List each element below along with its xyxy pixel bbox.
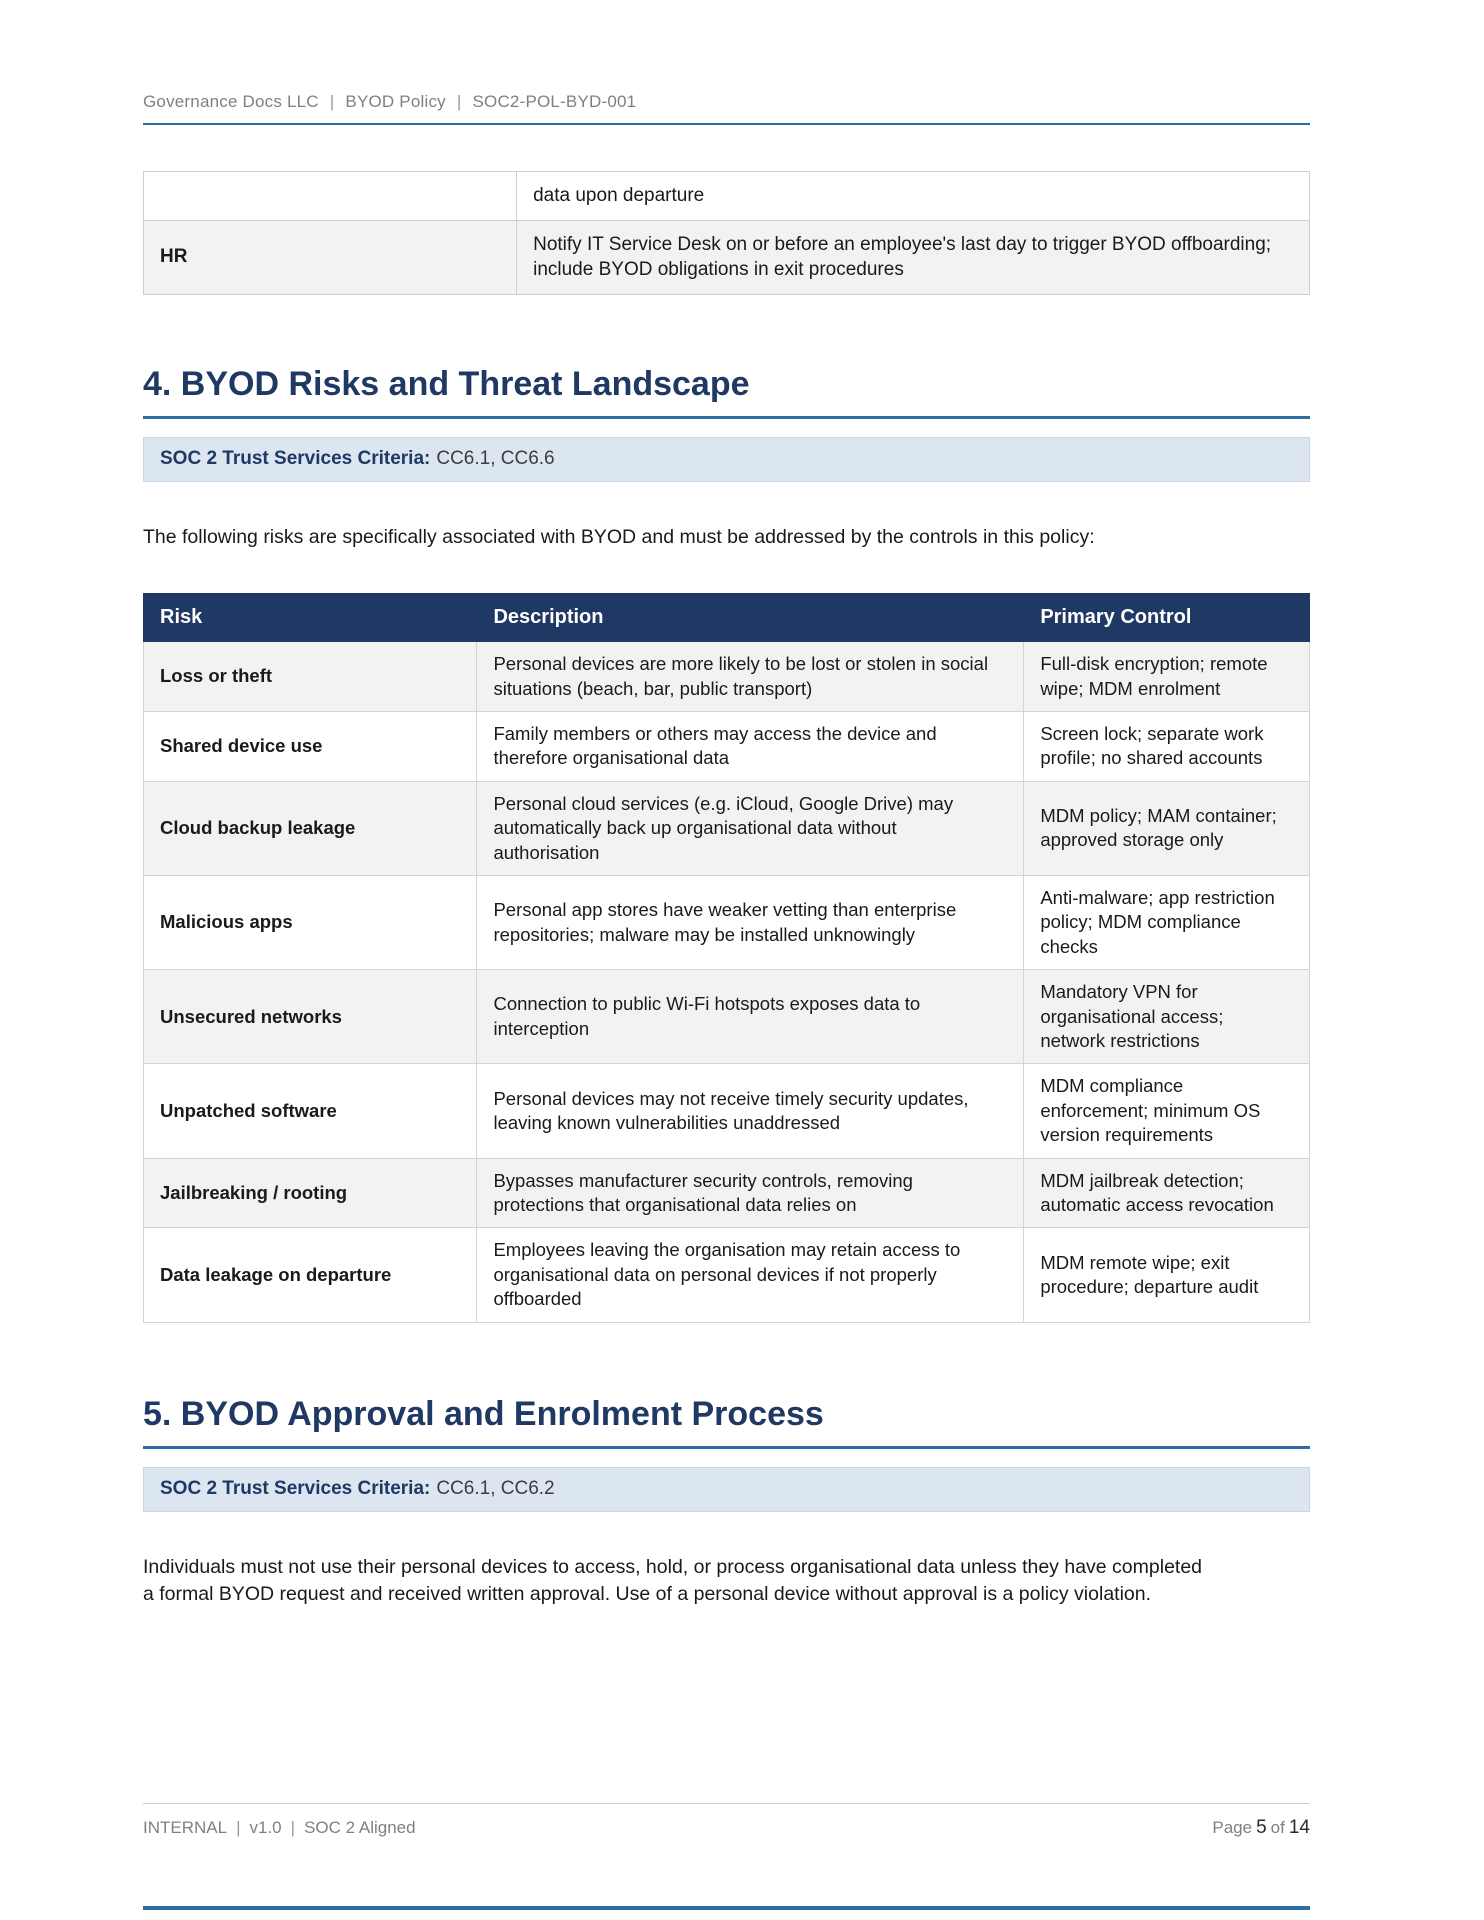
responsibility-cell: data upon departure: [517, 172, 1310, 221]
risk-name-cell: Loss or theft: [144, 642, 477, 712]
risk-name-cell: Unpatched software: [144, 1064, 477, 1158]
risk-control-cell: Full-disk encryption; remote wipe; MDM enrolment: [1024, 642, 1310, 712]
risk-name-cell: Data leakage on departure: [144, 1228, 477, 1322]
risk-description-cell: Personal app stores have weaker vetting than enterprise repositories; malware may be installed unknowingly: [477, 875, 1024, 969]
risk-name-cell: Cloud backup leakage: [144, 781, 477, 875]
table-row: [144, 711, 1310, 781]
risk-name-cell: Unsecured networks: [144, 970, 477, 1064]
role-cell: HR: [144, 220, 517, 294]
risk-control-cell: MDM compliance enforcement; minimum OS version requirements: [1024, 1064, 1310, 1158]
page-footer: [143, 1803, 1310, 1839]
header-doc-title: BYOD Policy: [345, 92, 446, 111]
description-column-header: Description: [477, 594, 1024, 642]
risk-table-header-row: [144, 594, 1310, 642]
risk-name-cell: Shared device use: [144, 711, 477, 781]
table-row: [144, 1064, 1310, 1158]
criteria-box-section-5: [143, 1467, 1310, 1512]
section-4-heading: 4. BYOD Risks and Threat Landscape: [143, 365, 1310, 419]
footer-separator: |: [236, 1818, 241, 1837]
footer-separator: |: [290, 1818, 296, 1837]
criteria-value: CC6.1, CC6.2: [436, 1477, 555, 1499]
page-of-label: of: [1270, 1818, 1285, 1837]
risk-description-cell: Employees leaving the organisation may retain access to organisational data on personal devices if not properly offboarded: [477, 1228, 1024, 1322]
table-row: [144, 1228, 1310, 1322]
header-company: Governance Docs LLC: [143, 92, 319, 111]
risk-description-cell: Personal cloud services (e.g. iCloud, Google Drive) may automatically back up organisational data without authorisation: [477, 781, 1024, 875]
risk-description-cell: Personal devices are more likely to be lost or stolen in social situations (beach, bar, public transport): [477, 642, 1024, 712]
table-row: [144, 220, 1310, 294]
table-row: [144, 781, 1310, 875]
section-4-intro: The following risks are specifically associated with BYOD and must be addressed by the controls in this policy:: [143, 525, 1095, 548]
responsibility-cell: Notify IT Service Desk on or before an employee's last day to trigger BYOD offboarding; include BYOD obligations in exit procedures: [517, 220, 1310, 294]
criteria-value: CC6.1, CC6.6: [436, 448, 555, 470]
risk-control-cell: Mandatory VPN for organisational access; network restrictions: [1024, 970, 1310, 1064]
risk-table: [143, 593, 1310, 1323]
criteria-label: SOC 2 Trust Services Criteria:: [160, 448, 431, 470]
risk-name-cell: Malicious apps: [144, 875, 477, 969]
page-label: Page: [1212, 1818, 1253, 1837]
criteria-label: SOC 2 Trust Services Criteria:: [160, 1477, 431, 1499]
risk-description-cell: Bypasses manufacturer security controls, removing protections that organisational data relies on: [477, 1158, 1024, 1228]
table-row: [144, 970, 1310, 1064]
footer-classification-line: [143, 1818, 416, 1838]
risk-control-cell: MDM remote wipe; exit procedure; departure audit: [1024, 1228, 1310, 1322]
footer-version: v1.0: [249, 1818, 282, 1837]
page-current: 5: [1256, 1817, 1267, 1838]
table-row: [144, 875, 1310, 969]
risk-column-header: Risk: [144, 594, 477, 642]
footer-classification: INTERNAL: [143, 1818, 228, 1837]
risk-control-cell: Anti-malware; app restriction policy; MDM compliance checks: [1024, 875, 1310, 969]
role-cell: [144, 172, 517, 221]
carryover-responsibility-table: [143, 171, 1310, 295]
risk-control-cell: MDM jailbreak detection; automatic access revocation: [1024, 1158, 1310, 1228]
table-row: [144, 172, 1310, 221]
risk-description-cell: Family members or others may access the device and therefore organisational data: [477, 711, 1024, 781]
risk-name-cell: Jailbreaking / rooting: [144, 1158, 477, 1228]
page-number: [1208, 1817, 1310, 1839]
criteria-box-section-4: [143, 437, 1310, 482]
table-row: [144, 1158, 1310, 1228]
section-5-heading: 5. BYOD Approval and Enrolment Process: [143, 1395, 1310, 1449]
table-row: [144, 642, 1310, 712]
page-total: 14: [1288, 1817, 1310, 1838]
header-separator: |: [329, 92, 335, 111]
risk-description-cell: Connection to public Wi-Fi hotspots exposes data to interception: [477, 970, 1024, 1064]
header-separator: |: [456, 92, 462, 111]
section-5-body: Individuals must not use their personal devices to access, hold, or process organisational data unless they have completed a formal BYOD request and received written approval. Use of a personal device without approval is a policy violation.: [143, 1555, 1203, 1605]
primary-control-column-header: Primary Control: [1024, 594, 1310, 642]
page-header: [143, 92, 1310, 125]
page-bottom-rule: [143, 1906, 1310, 1910]
risk-control-cell: MDM policy; MAM container; approved storage only: [1024, 781, 1310, 875]
header-doc-id: SOC2-POL-BYD-001: [472, 92, 637, 111]
risk-control-cell: Screen lock; separate work profile; no shared accounts: [1024, 711, 1310, 781]
footer-alignment: SOC 2 Aligned: [304, 1818, 416, 1837]
risk-description-cell: Personal devices may not receive timely security updates, leaving known vulnerabilities unaddressed: [477, 1064, 1024, 1158]
